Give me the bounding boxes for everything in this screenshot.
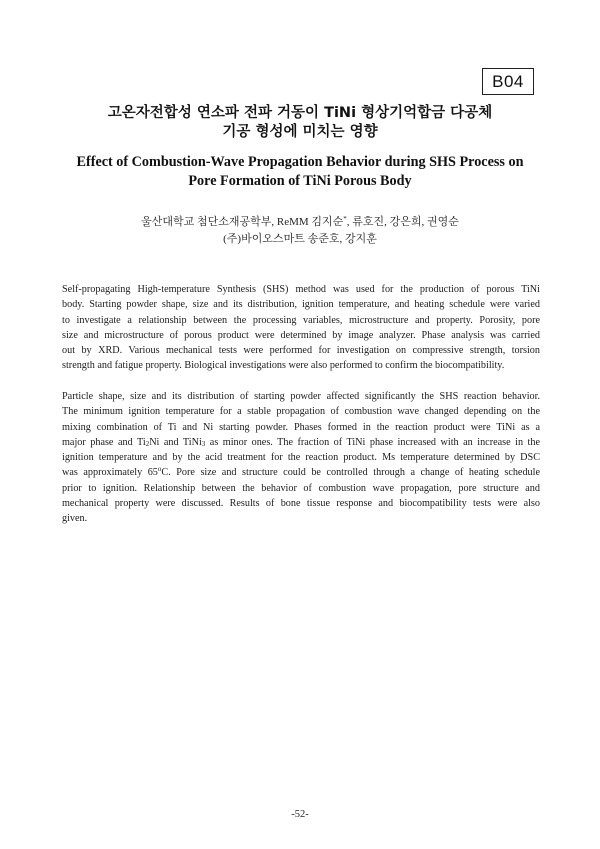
abstract-line: Self-propagating High-temperature Synthesis (SHS) method was used for the production of porous TiNi <box>62 284 540 295</box>
abstract-line: Particle shape, size and its distribution of starting powder affected significantly the SHS reaction behavior. <box>62 391 540 402</box>
abstract-line: out by XRD. Various mechanical tests were performed for investigation on compressive strength, torsion <box>62 345 540 357</box>
abstract-text: C. Pore size and structure could be controlled through a change of heating schedule <box>161 467 540 479</box>
english-title-line-1: Effect of Combustion-Wave Propagation Behavior during SHS Process on <box>76 154 524 170</box>
abstract-text: as minor ones. The fraction of TiNi phase increased with an increase in the <box>205 436 540 448</box>
degree-mark: o <box>157 465 162 474</box>
author-line-2: (주)바이오스마트 송준호, 강지훈 <box>223 233 377 245</box>
abstract-line: prior to ignition. Relationship between the behavior of combustion wave propagation, pore structure and <box>62 482 540 494</box>
korean-title-line-1: 고온자전합성 연소파 전파 거동이 TiNi 형상기억합금 다공체 <box>107 105 493 121</box>
abstract-text: was approximately 65 <box>62 467 158 479</box>
abstract-line: size and microstructure of porous product were determined by image analyzer. Phase analysis was carried <box>62 329 540 341</box>
abstract-line: body. Starting powder shape, size and its distribution, ignition temperature, and heating schedule were varied <box>62 299 540 311</box>
abstract-text: Ni and TiNi <box>149 436 202 448</box>
abstract-paragraph-1 <box>62 282 540 374</box>
abstract-line: ignition temperature and by the acid treatment for the reaction product. Ms temperature determined by DSC <box>62 452 540 464</box>
abstract-text: major phase and Ti <box>62 436 146 448</box>
abstract-line: The minimum ignition temperature for a stable propagation of combustion wave changed depending on the <box>62 406 540 418</box>
abstract-line-with-formulas <box>62 435 540 450</box>
abstract-code-box <box>482 68 534 95</box>
abstract-line: given. <box>62 513 88 525</box>
subscript: 3 <box>201 439 206 448</box>
abstract-line: mechanical property were discussed. Results of bone tissue response and biocompatibility tests were also <box>62 498 540 510</box>
english-title-line-2: Pore Formation of TiNi Porous Body <box>188 173 412 189</box>
abstract-paragraph-2 <box>62 389 540 527</box>
subscript: 2 <box>145 439 150 448</box>
author-names-1: , 류호진, 강은희, 권영순 <box>346 216 459 228</box>
page-number: -52- <box>291 809 309 820</box>
abstract-line: to investigate a relationship between the processing variables, microstructure and property. Porosity, pore <box>62 314 540 326</box>
korean-title-line-2: 기공 형성에 미치는 영향 <box>222 124 378 140</box>
author-line-1 <box>0 214 600 230</box>
corresponding-author-mark: * <box>343 215 347 223</box>
abstract-line: mixing combination of Ti and Ni starting powder. Phases formed in the reaction product were TiNi as a <box>62 421 540 433</box>
abstract-line: strength and fatigue property. Biological investigations were also performed to confirm the biocompatibility. <box>62 360 505 372</box>
author-affiliation-1: 울산대학교 첨단소재공학부, ReMM 김지순 <box>141 216 344 228</box>
abstract-line-with-degree <box>62 465 540 480</box>
abstract-code: B04 <box>492 71 524 91</box>
